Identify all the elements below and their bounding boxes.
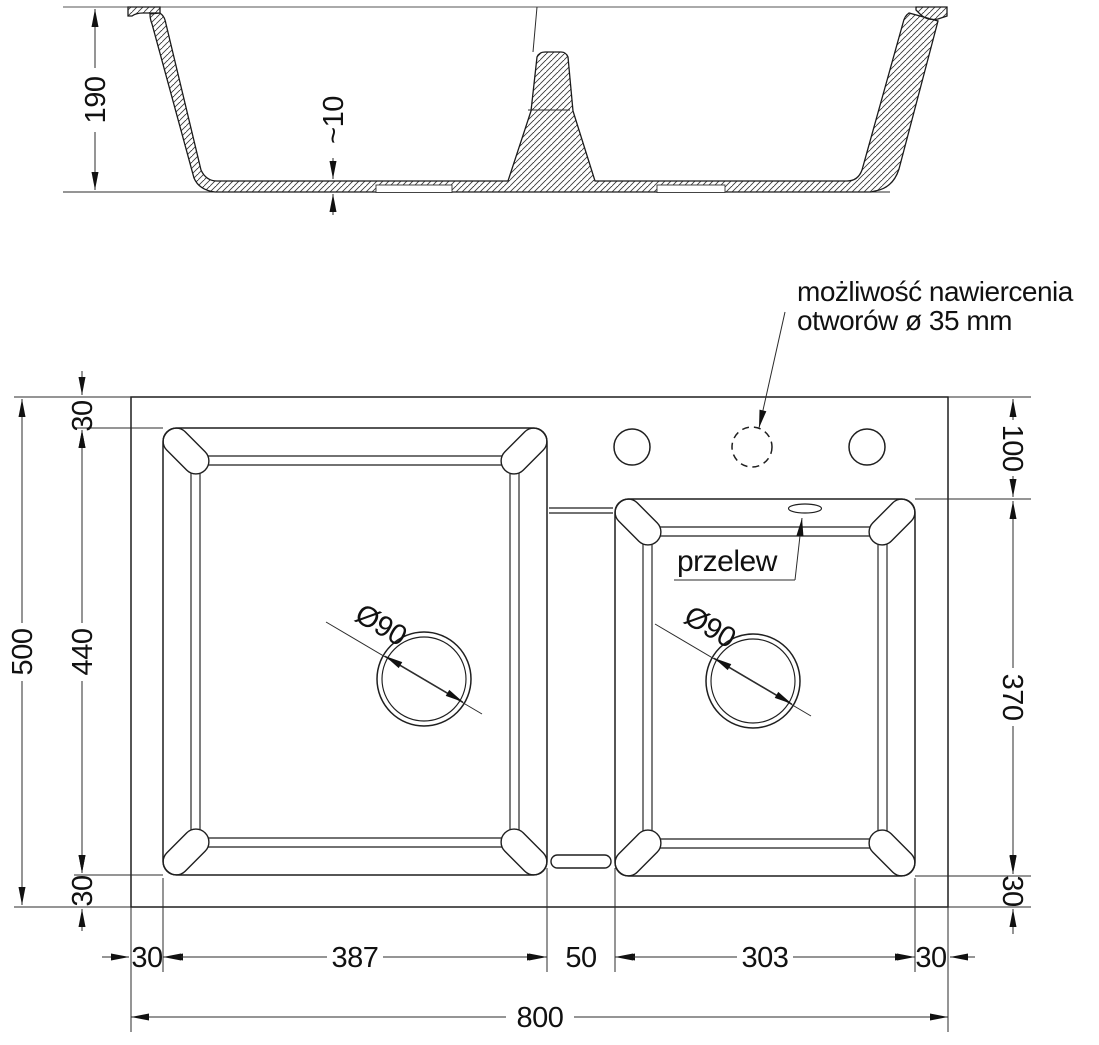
annotation-line2: otworów ø 35 mm [797, 305, 1012, 336]
dim-overall-width: 800 [516, 1002, 564, 1034]
drill-holes-annotation [759, 276, 1074, 428]
section-depth-label: 190 [80, 76, 112, 124]
dim-top-margin: 30 [67, 400, 99, 432]
overflow-slot [789, 504, 822, 513]
right-bowl-drain [655, 600, 811, 728]
dim-divider-width: 50 [565, 942, 597, 974]
dim-right-margin: 30 [915, 942, 947, 974]
bottom-dimension-row [102, 941, 975, 1034]
left-drain-diameter-label: Ø90 [349, 598, 412, 653]
faucet-hole-left [614, 429, 650, 465]
dim-deck-height: 100 [996, 424, 1028, 472]
dim-bottom-margin-left: 30 [67, 875, 99, 907]
faucet-hole-right [849, 429, 885, 465]
right-drain-diameter-label: Ø90 [678, 600, 741, 655]
left-bowl-floor-outer [191, 456, 519, 847]
section-floor-thickness-dimension [318, 96, 350, 215]
faucet-hole-optional-dashed [732, 427, 772, 467]
section-floor-thickness-label: ~10 [318, 96, 350, 144]
left-bowl-opening [163, 428, 547, 875]
section-divider-back-edge [533, 7, 537, 52]
dim-right-bowl-depth: 370 [996, 673, 1028, 721]
left-bowl-floor-inner [200, 465, 510, 838]
dim-bottom-margin-right: 30 [996, 875, 1028, 907]
dim-right-bowl-width: 303 [741, 942, 789, 974]
section-depth-dimension [79, 9, 112, 190]
section-left-drain-recess [376, 185, 452, 193]
left-bowl-drain [326, 598, 482, 726]
dim-left-bowl-depth: 440 [67, 628, 99, 676]
dim-overall-depth: 500 [7, 628, 39, 676]
section-view [63, 7, 947, 215]
dim-left-margin: 30 [131, 942, 163, 974]
right-dimension-column [996, 399, 1029, 934]
dim-left-bowl-width: 387 [331, 942, 379, 974]
section-sink-body [150, 13, 938, 192]
overflow-label: przelew [677, 545, 777, 578]
left-bowl-corner-wedges [158, 423, 553, 881]
plan-outer-rim [131, 397, 948, 907]
annotation-line1: możliwość nawiercenia [797, 276, 1073, 307]
section-right-drain-recess [657, 185, 725, 193]
plan-view [6, 276, 1074, 1034]
left-dimension-column [6, 371, 99, 931]
divider-saddle-bottom [551, 855, 611, 868]
